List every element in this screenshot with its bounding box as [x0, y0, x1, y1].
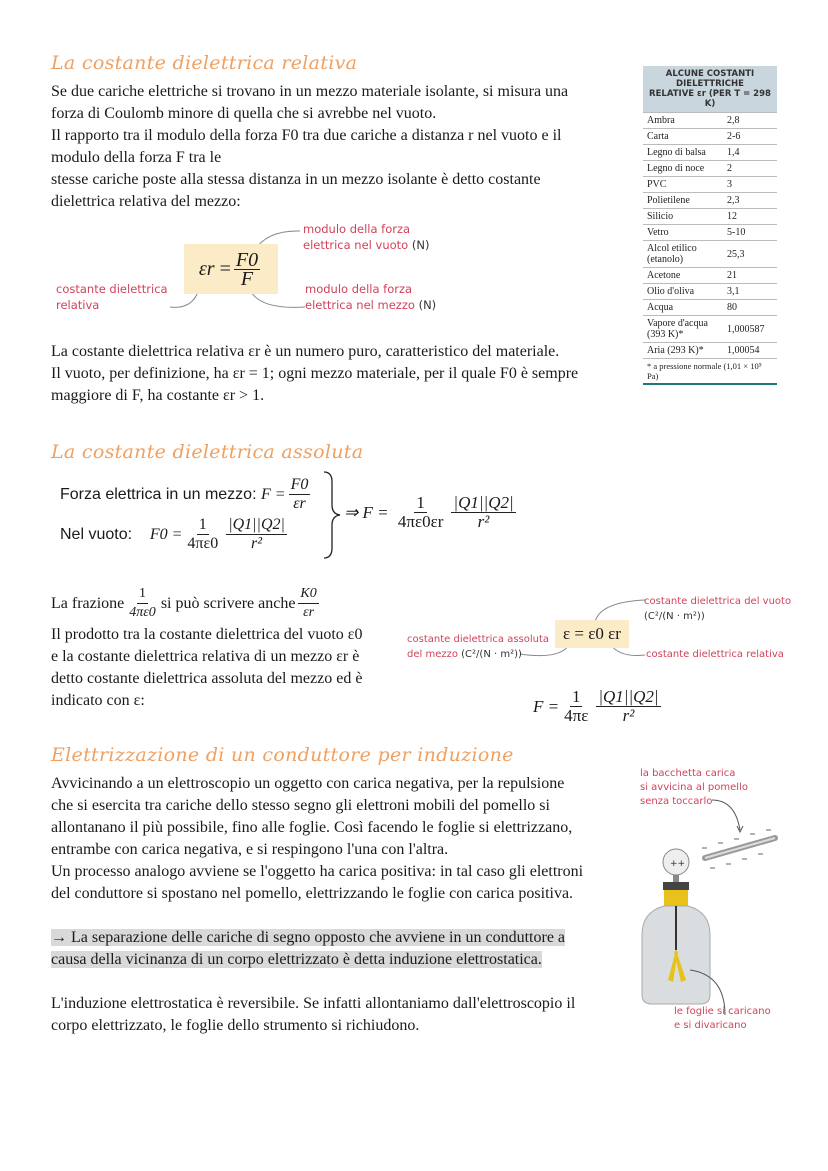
- text-line: stesse cariche poste alla stessa distanza in un mezzo isolante è detto costante: [51, 171, 541, 188]
- table-header: [643, 66, 777, 113]
- text-line: del conduttore si spostano nel pomello, elettrizzando le foglie con carica positiva.: [51, 885, 574, 902]
- label-line: senza toccarlo: [640, 796, 713, 807]
- value-cell: 25,3: [723, 241, 777, 268]
- formula-numerator: 1: [571, 687, 581, 706]
- formula-lhs: F =: [533, 696, 560, 716]
- fraction-line: [51, 585, 322, 622]
- formula-numerator: F0: [235, 248, 259, 271]
- label-relative-constant-2: costante dielettrica relativa: [646, 649, 784, 660]
- value-cell: 2: [723, 161, 777, 177]
- formula-denominator: r²: [251, 535, 263, 552]
- material-cell: Acetone: [643, 268, 723, 284]
- section-title-induction: Elettrizzazione di un conduttore per induzione: [51, 744, 514, 766]
- section-title-relative: La costante dielettrica relativa: [51, 52, 358, 74]
- material-cell: Vetro: [643, 225, 723, 241]
- result-formula: [344, 494, 519, 531]
- value-cell: 3: [723, 177, 777, 193]
- text-line: che si esercita tra cariche dello stesso segno gli elettroni mobili del pomello si: [51, 797, 550, 814]
- table-row: [643, 209, 777, 225]
- unit: (N): [411, 238, 430, 252]
- table-row: [643, 225, 777, 241]
- paragraph-induction: [51, 773, 583, 905]
- paragraph-relative-notes: [51, 341, 578, 407]
- formula-numerator: K0: [298, 585, 318, 604]
- formula-denominator: r²: [622, 706, 635, 725]
- text-line: entrambe con carica negativa, e si respingono l'una con l'altra.: [51, 841, 449, 858]
- text-line: L'induzione elettrostatica è reversibile. Se infatti allontaniamo dall'elettroscopio il: [51, 995, 576, 1012]
- formula-lhs: ⇒ F =: [344, 502, 389, 522]
- value-cell: 2,3: [723, 193, 777, 209]
- material-cell: Ambra: [643, 113, 723, 129]
- formula-numerator: F0: [290, 476, 309, 493]
- paragraph-absolute: [51, 624, 363, 712]
- text-line: Il vuoto, per definizione, ha εr = 1; ogni mezzo materiale, per il quale F0 è sempre: [51, 365, 579, 382]
- text-line: Un processo analogo avviene se l'oggetto ha carica positiva: in tal caso gli elettroni: [51, 863, 584, 880]
- dielectric-table: [643, 66, 777, 385]
- formula-numerator: 1: [137, 585, 148, 604]
- material-cell: Aria (293 K)*: [643, 343, 723, 359]
- material-cell: Carta: [643, 129, 723, 145]
- formula-denominator: 4πε0εr: [397, 512, 444, 531]
- paragraph-relative-intro: [51, 81, 568, 213]
- table-row: [643, 343, 777, 359]
- formula-denominator: εr: [293, 495, 306, 512]
- text-line: e la costante dielettrica relativa di un mezzo εr è: [51, 648, 360, 665]
- text-line: → La separazione delle cariche di segno opposto che avviene in un conduttore a: [51, 929, 566, 946]
- value-cell: 1,000587: [723, 316, 777, 343]
- highlight-definition: [51, 927, 565, 971]
- table-row: [643, 284, 777, 300]
- label-line: la bacchetta carica: [640, 768, 736, 779]
- label-force-vacuum: [303, 221, 429, 253]
- formula-denominator: F: [240, 267, 254, 290]
- label-line: costante dielettrica: [56, 282, 168, 296]
- text-line: allontanano il più possibile, fino alle foglie. Così facendo le foglie si elettrizzano,: [51, 819, 573, 836]
- text-line: forza di Coulomb minore di quella che si avrebbe nel vuoto.: [51, 105, 437, 122]
- text: La frazione: [51, 594, 125, 612]
- formula-numerator: |Q1||Q2|: [228, 516, 285, 533]
- text-line: Avvicinando a un elettroscopio un oggetto con carica negativa, per la repulsione: [51, 775, 565, 792]
- formula-numerator: 1: [198, 516, 207, 533]
- formula-denominator: εr: [303, 605, 315, 620]
- final-formula: [533, 688, 664, 725]
- svg-text:++: ++: [670, 859, 686, 869]
- value-cell: 80: [723, 300, 777, 316]
- table-row: [643, 300, 777, 316]
- formula-denominator: 4πε0: [129, 605, 156, 620]
- text: si può scrivere anche: [160, 594, 296, 612]
- table-row: [643, 241, 777, 268]
- label-line: elettrica nel vuoto: [303, 238, 409, 252]
- medium-force-row: [60, 476, 313, 513]
- material-cell: PVC: [643, 177, 723, 193]
- paragraph-reversible: [51, 993, 575, 1037]
- label-line: del mezzo: [407, 649, 458, 660]
- label-leaves: [674, 1005, 771, 1033]
- formula-denominator: 4πε: [564, 706, 589, 725]
- table-row: [643, 193, 777, 209]
- section-title-absolute: La costante dielettrica assoluta: [51, 441, 364, 463]
- text-line: dielettrica relativa del mezzo:: [51, 193, 241, 210]
- text-line: modulo della forza F tra le: [51, 149, 222, 166]
- value-cell: 2,8: [723, 113, 777, 129]
- material-cell: Silicio: [643, 209, 723, 225]
- material-cell: Vapore d'acqua (393 K)*: [643, 316, 723, 343]
- formula-numerator: |Q1||Q2|: [598, 687, 659, 706]
- table-row: [643, 145, 777, 161]
- text-line: detto costante dielettrica assoluta del mezzo ed è: [51, 670, 363, 687]
- text-line: Il prodotto tra la costante dielettrica del vuoto ε0: [51, 626, 363, 643]
- label-line: modulo della forza: [305, 282, 413, 296]
- header-line: ALCUNE COSTANTI: [665, 69, 755, 79]
- formula-eq: =: [219, 257, 231, 280]
- header-line: DIELETTRICHE: [676, 79, 744, 89]
- formula-lhs: F =: [260, 485, 286, 503]
- text-line: corpo elettrizzato, le foglie dello strumento si richiudono.: [51, 1017, 420, 1034]
- formula-lhs: εr: [198, 257, 215, 280]
- label-absolute-constant: [407, 632, 549, 662]
- text-line: indicato con ε:: [51, 692, 145, 709]
- table-row: [643, 161, 777, 177]
- label-force-medium: [305, 281, 436, 313]
- text-line: Se due cariche elettriche si trovano in un mezzo materiale isolante, si misura una: [51, 83, 569, 100]
- value-cell: 1,00054: [723, 343, 777, 359]
- material-cell: Acqua: [643, 300, 723, 316]
- unit: (C²/(N · m²)): [461, 649, 522, 660]
- text-line: causa della vicinanza di un corpo elettrizzato è detta induzione elettrostatica.: [51, 951, 542, 968]
- table-row: [643, 113, 777, 129]
- material-cell: Legno di noce: [643, 161, 723, 177]
- label-line: elettrica nel mezzo: [305, 298, 415, 312]
- formula-lhs: F0 =: [149, 525, 183, 543]
- material-cell: Alcol etilico (etanolo): [643, 241, 723, 268]
- text-line: Il rapporto tra il modulo della forza F0 tra due cariche a distanza r nel vuoto e il: [51, 127, 562, 144]
- electroscope-illustration: [630, 790, 790, 1020]
- material-cell: Polietilene: [643, 193, 723, 209]
- material-cell: Legno di balsa: [643, 145, 723, 161]
- value-cell: 5-10: [723, 225, 777, 241]
- label-line: le foglie si caricano: [674, 1006, 771, 1017]
- value-cell: 1,4: [723, 145, 777, 161]
- label-line: si avvicina al pomello: [640, 782, 748, 793]
- unit: (N): [418, 298, 437, 312]
- value-cell: 2-6: [723, 129, 777, 145]
- table-row: [643, 129, 777, 145]
- medium-force-label: Forza elettrica in un mezzo:: [60, 485, 257, 503]
- unit: (C²/(N · m²)): [644, 611, 705, 622]
- formula-numerator: |Q1||Q2|: [453, 493, 514, 512]
- label-vacuum-constant: [644, 594, 791, 624]
- value-cell: 21: [723, 268, 777, 284]
- formula-absolute-permittivity: ε = ε0 εr: [555, 620, 629, 648]
- header-line: RELATIVE εr (PER T = 298 K): [649, 89, 771, 109]
- table-row: [643, 177, 777, 193]
- table-row: [643, 268, 777, 284]
- formula-denominator: r²: [477, 512, 490, 531]
- table-row: [643, 316, 777, 343]
- vacuum-force-row: [60, 516, 290, 553]
- formula-numerator: 1: [416, 493, 425, 512]
- brace-icon: [322, 470, 344, 560]
- material-cell: Olio d'oliva: [643, 284, 723, 300]
- label-line: relativa: [56, 298, 100, 312]
- label-relative-constant: [56, 281, 168, 313]
- label-line: costante dielettrica del vuoto: [644, 596, 792, 607]
- formula-relative-permittivity: [184, 244, 278, 294]
- label-line: e si divaricano: [674, 1020, 747, 1031]
- label-line: costante dielettrica assoluta: [407, 634, 550, 645]
- text-line: La costante dielettrica relativa εr è un numero puro, caratteristico del materiale.: [51, 343, 560, 360]
- vacuum-force-label: Nel vuoto:: [60, 525, 133, 543]
- value-cell: 12: [723, 209, 777, 225]
- table-footnote: * a pressione normale (1,01 × 10⁵ Pa): [647, 361, 762, 381]
- label-line: modulo della forza: [303, 222, 411, 236]
- text-line: maggiore di F, ha costante εr > 1.: [51, 387, 265, 404]
- formula-denominator: 4πε0: [187, 535, 219, 552]
- value-cell: 3,1: [723, 284, 777, 300]
